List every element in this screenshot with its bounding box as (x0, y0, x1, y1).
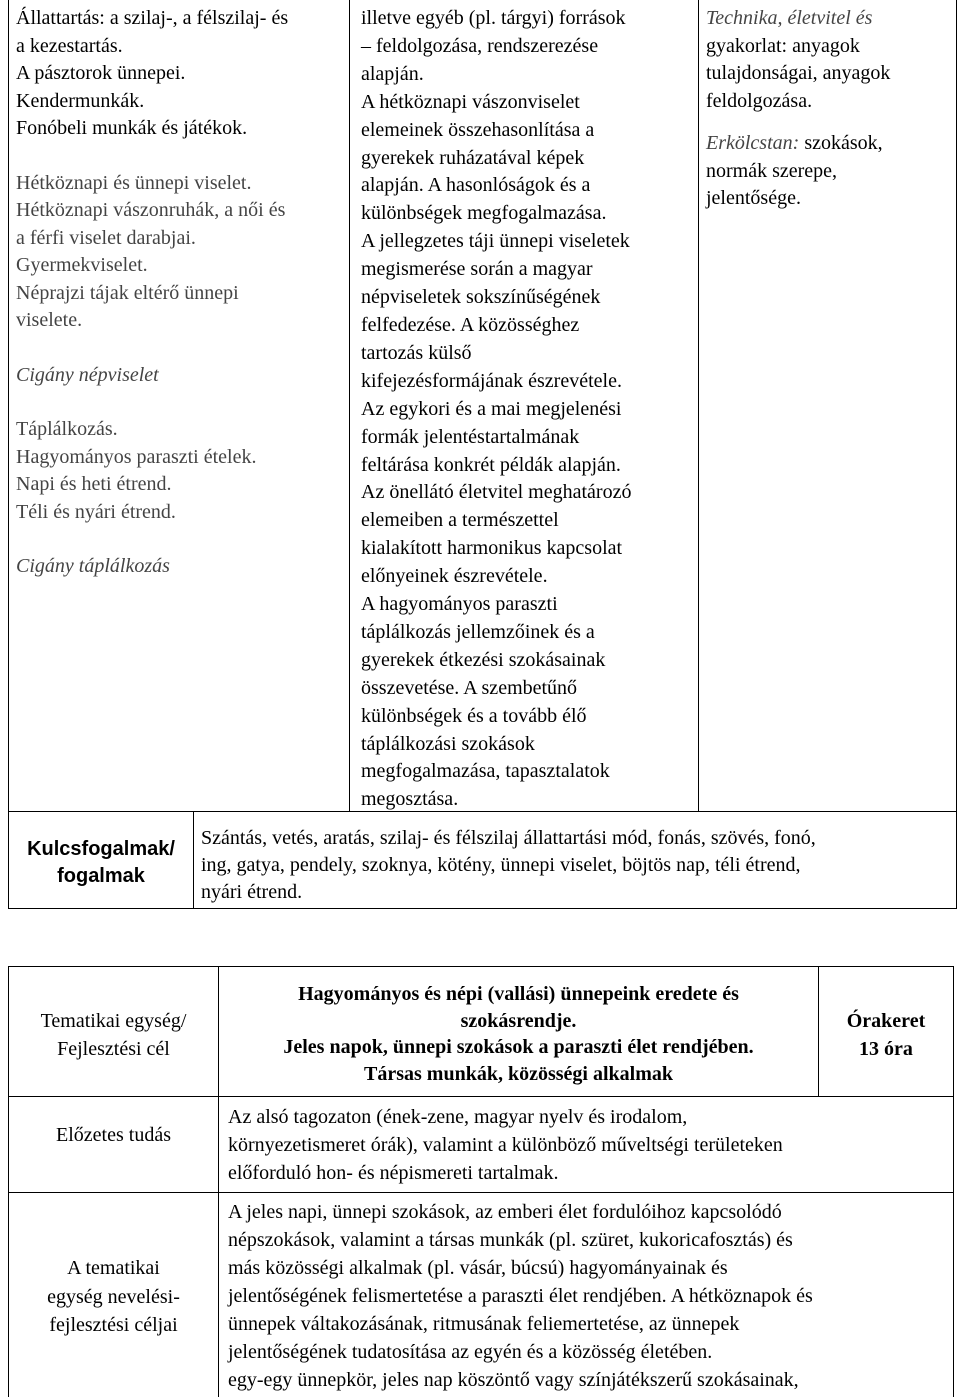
activity-line: kifejezésformájának észrevétele. (361, 369, 622, 392)
upper-col2-right-border (698, 0, 699, 811)
hours-label: Órakeret (846, 1010, 926, 1032)
goals-label (9, 1254, 218, 1340)
content-column (16, 5, 346, 581)
key-concepts-label-line: fogalmak (57, 865, 145, 887)
lower-table-right-border (953, 966, 954, 1397)
goals-line: jelentőségének tudatosítása az egyén és a közösség életében. (228, 1341, 713, 1363)
activity-line: – feldolgozása, rendszerezése (361, 34, 599, 57)
goals-label-line: egység nevelési- (47, 1285, 180, 1308)
goals-line: más közösségi alkalmak (pl. vásár, búcsú) hagyományainak és (228, 1257, 728, 1279)
content-line: Gyermekviselet. (16, 254, 148, 276)
activity-line: Az egykori és a mai megjelenési (361, 397, 622, 420)
key-concepts-label-line: Kulcsfogalmak/ (27, 838, 175, 860)
key-concepts-label (9, 836, 193, 890)
connection-line: feldolgozása. (706, 89, 813, 112)
activity-line: illetve egyéb (pl. tárgyi) források (361, 7, 626, 29)
content-line: a kezestartás. (16, 34, 123, 57)
activity-line: elemeiben a természettel (361, 509, 559, 532)
activity-line: alapján. A hasonlóságok és a (361, 174, 591, 197)
content-line: Néprajzi tájak eltérő ünnepi (16, 281, 239, 304)
content-line: Hagyományos paraszti ételek. (16, 445, 257, 468)
lower-row-divider-2 (8, 1192, 954, 1193)
lower-table-top-border (8, 966, 954, 967)
key-concepts-line: ing, gatya, pendely, szoknya, kötény, ünnepi viselet, böjtös nap, téli étrend, (201, 854, 801, 876)
content-line: A pásztorok ünnepei. (16, 62, 186, 84)
content-block-nutrition (16, 416, 346, 526)
content-line: Állattartás: a szilaj-, a félszilaj- és (16, 7, 289, 29)
goals-label-line: fejlesztési céljai (49, 1314, 178, 1336)
content-line: Táplálkozás. (16, 418, 118, 440)
content-block-roma-nutrition (16, 553, 346, 581)
goals-line: népszokások, valamint a társas munkák (pl. szüret, kukoricafosztás) és (228, 1229, 793, 1251)
goals-line: A jeles napi, ünnepi szokások, az emberi élet fordulóihoz kapcsolódó (228, 1201, 782, 1223)
activity-line: A hétköznapi vászonviselet (361, 90, 580, 113)
activities-column (361, 5, 695, 814)
lower-row-divider-1 (8, 1096, 954, 1097)
connections-column (706, 5, 954, 213)
topic-title-line: szokásrendje. (460, 1009, 577, 1032)
content-line: Napi és heti étrend. (16, 473, 172, 495)
content-block-livestock (16, 5, 346, 143)
connection-ethics (706, 130, 954, 213)
prior-knowledge-line: előforduló hon- és népismereti tartalmak. (228, 1162, 559, 1184)
key-concepts-line: Szántás, vetés, aratás, szilaj- és félszilaj állattartási mód, fonás, szövés, fonó, (201, 827, 816, 849)
upper-col1-right-border (349, 0, 350, 811)
prior-knowledge-label (9, 1121, 218, 1149)
goals-line: egy-egy ünnepkör, jeles nap köszöntő vagy színjátékszerű szokásainak, (228, 1369, 799, 1391)
activity-line: táplálkozás jellemzőinek és a (361, 620, 595, 643)
activity-line: megosztása. (361, 788, 459, 811)
connection-subject-title: Technika, életvitel és (706, 7, 873, 29)
goals-text (228, 1198, 952, 1394)
activity-line: feltárása konkrét példák alapján. (361, 453, 621, 476)
connection-line (706, 130, 954, 158)
topic-title-line: Hagyományos és népi (vallási) ünnepeink eredete és (298, 983, 739, 1005)
activity-line: megismerése során a magyar (361, 258, 593, 281)
activity-line: elemeinek összehasonlítása a (361, 118, 595, 141)
prior-knowledge-label-text: Előzetes tudás (56, 1124, 171, 1146)
hours-cell (819, 1007, 953, 1063)
topic-label-line: Fejlesztési cél (57, 1038, 170, 1060)
prior-knowledge-text (228, 1103, 950, 1187)
topic-title (219, 981, 818, 1087)
content-block-clothing (16, 170, 346, 335)
connection-technology (706, 5, 954, 115)
activity-line: különbségek megfogalmazása. (361, 202, 607, 225)
content-line: Fonóbeli munkák és játékok. (16, 117, 248, 139)
activity-line: népviseletek sokszínűségének (361, 286, 601, 309)
activity-line: különbségek és a tovább élő (361, 704, 587, 727)
activity-line: formák jelentéstartalmának (361, 425, 580, 448)
activity-line: tartozás külső (361, 341, 472, 364)
activity-line: gyerekek étkezési szokásainak (361, 648, 606, 671)
connection-line: tulajdonságai, anyagok (706, 62, 891, 84)
connection-text: szokások, (799, 132, 883, 154)
goals-label-line: A tematikai (67, 1257, 160, 1279)
connection-line: normák szerepe, (706, 159, 838, 182)
activity-line: táplálkozási szokások (361, 732, 535, 755)
content-line: Téli és nyári étrend. (16, 500, 176, 523)
key-concepts-divider (193, 811, 194, 909)
content-line: Cigány népviselet (16, 363, 159, 386)
goals-line: jelentőségének felismertetése a paraszti élet rendjében. A hétköznapok és (228, 1285, 813, 1307)
upper-table-bottom-border (8, 908, 957, 909)
activity-line: előnyeinek észrevétele. (361, 565, 548, 588)
upper-table-right-border (956, 0, 957, 909)
activity-line: Az önellátó életvitel meghatározó (361, 481, 632, 504)
connection-line: gyakorlat: anyagok (706, 34, 860, 57)
prior-knowledge-line: Az alsó tagozaton (ének-zene, magyar nyelv és irodalom, (228, 1106, 688, 1128)
activity-line: alapján. (361, 62, 424, 85)
activity-line: felfedezése. A közösséghez (361, 313, 580, 336)
activity-line: összevetése. A szembetűnő (361, 676, 578, 699)
activity-line: megfogalmazása, tapasztalatok (361, 760, 610, 783)
content-line: Kendermunkák. (16, 89, 145, 112)
topic-title-line: Társas munkák, közösségi alkalmak (364, 1062, 673, 1085)
goals-line: ünnepek váltakozásának, ritmusának feliemertetése, az ünnepek (228, 1313, 740, 1335)
topic-title-line: Jeles napok, ünnepi szokások a paraszti élet rendjében. (283, 1036, 754, 1058)
connection-line: jelentősége. (706, 187, 801, 209)
topic-label-line: Tematikai egység/ (40, 1010, 187, 1032)
activity-line: kialakított harmonikus kapcsolat (361, 537, 623, 560)
prior-knowledge-line: környezetismeret órák), valamint a különböző műveltségi területeken (228, 1134, 783, 1156)
connection-subject-title: Erkölcstan: (706, 132, 800, 154)
content-line: Hétköznapi és ünnepi viselet. (16, 171, 252, 194)
content-line: Hétköznapi vászonruhák, a női és (16, 199, 286, 221)
activity-line: gyerekek ruházatával képek (361, 146, 585, 169)
content-line: a férfi viselet darabjai. (16, 226, 196, 249)
activity-line: A jellegzetes táji ünnepi viseletek (361, 230, 630, 253)
hours-value: 13 óra (859, 1038, 913, 1060)
content-line: viselete. (16, 309, 83, 331)
activity-line: A hagyományos paraszti (361, 593, 558, 616)
key-concepts-text (201, 825, 953, 906)
content-line: Cigány táplálkozás (16, 555, 170, 577)
content-block-roma-costume (16, 362, 346, 390)
key-concepts-line: nyári étrend. (201, 881, 303, 903)
topic-label (9, 1007, 218, 1063)
upper-table-left-border (8, 0, 9, 909)
